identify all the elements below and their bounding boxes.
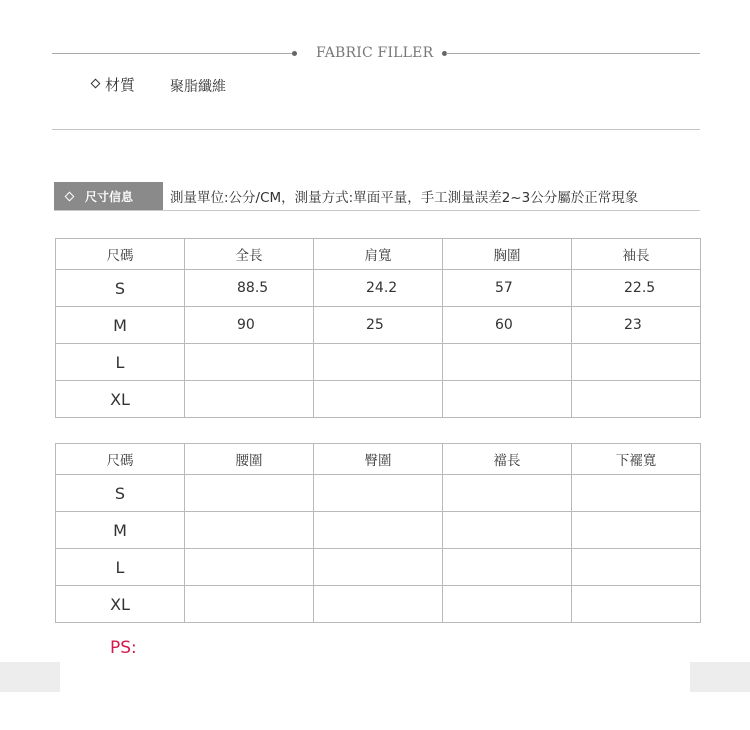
table-header-row — [56, 239, 701, 270]
table-header-row — [56, 444, 701, 475]
value-cell: 24.2 — [314, 270, 443, 307]
value-cell — [314, 381, 443, 418]
value-cell — [572, 344, 701, 381]
size-cell: M — [56, 512, 185, 549]
table-row — [56, 475, 701, 512]
header-dot-left — [292, 51, 297, 56]
table-header-cell: 尺碼 — [56, 444, 185, 475]
table-header-cell: 肩寬 — [314, 239, 443, 270]
table-row — [56, 344, 701, 381]
value-cell — [314, 475, 443, 512]
table-row — [56, 586, 701, 623]
table-row — [56, 381, 701, 418]
size-table-upper — [55, 238, 701, 418]
size-info-label: 尺寸信息 — [85, 189, 134, 204]
value-cell — [572, 475, 701, 512]
value-cell — [185, 512, 314, 549]
table-header-cell: 尺碼 — [56, 239, 185, 270]
value-cell — [185, 549, 314, 586]
value-cell — [443, 512, 572, 549]
size-table-lower — [55, 443, 701, 623]
value-cell — [314, 512, 443, 549]
diamond-bullet-icon — [91, 79, 101, 89]
value-cell — [314, 586, 443, 623]
size-info-underline — [54, 210, 700, 211]
value-cell — [443, 381, 572, 418]
value-cell: 90 — [185, 307, 314, 344]
measurement-note: 測量單位:公分/CM，測量方式:單面平量，手工測量誤差2~3公分屬於正常現象 — [170, 190, 639, 206]
material-label: 材質 — [105, 76, 136, 94]
value-cell — [572, 549, 701, 586]
table-header-cell: 臀圍 — [314, 444, 443, 475]
material-value: 聚脂纖維 — [170, 79, 226, 95]
value-cell — [443, 549, 572, 586]
value-cell — [572, 512, 701, 549]
ps-label: PS: — [110, 638, 137, 658]
table-header-cell: 下襬寬 — [572, 444, 701, 475]
size-cell: L — [56, 344, 185, 381]
value-cell — [443, 344, 572, 381]
material-label-row — [92, 74, 135, 95]
table-row — [56, 512, 701, 549]
value-cell — [572, 586, 701, 623]
value-cell — [314, 344, 443, 381]
value-cell: 25 — [314, 307, 443, 344]
value-cell — [443, 586, 572, 623]
value-cell — [443, 475, 572, 512]
table-row — [56, 307, 701, 344]
table-header-cell: 腰圍 — [185, 444, 314, 475]
size-cell: M — [56, 307, 185, 344]
size-cell: XL — [56, 381, 185, 418]
fabric-section-title: FABRIC FILLER — [316, 45, 434, 61]
table-header-cell: 襠長 — [443, 444, 572, 475]
table-row — [56, 549, 701, 586]
value-cell — [185, 381, 314, 418]
value-cell: 60 — [443, 307, 572, 344]
value-cell — [185, 586, 314, 623]
value-cell: 88.5 — [185, 270, 314, 307]
value-cell: 57 — [443, 270, 572, 307]
size-cell: S — [56, 270, 185, 307]
table-header-cell: 全長 — [185, 239, 314, 270]
value-cell — [572, 381, 701, 418]
table-row — [56, 270, 701, 307]
footer-card — [60, 662, 690, 692]
section-divider — [52, 129, 700, 130]
value-cell: 22.5 — [572, 270, 701, 307]
size-cell: XL — [56, 586, 185, 623]
size-cell: S — [56, 475, 185, 512]
diamond-outline-icon — [65, 191, 75, 201]
value-cell — [185, 344, 314, 381]
header-rule-right — [446, 53, 700, 54]
table-header-cell: 胸圍 — [443, 239, 572, 270]
size-info-tag — [54, 182, 163, 210]
value-cell — [314, 549, 443, 586]
header-rule-left — [52, 53, 294, 54]
value-cell: 23 — [572, 307, 701, 344]
size-cell: L — [56, 549, 185, 586]
value-cell — [185, 475, 314, 512]
table-header-cell: 袖長 — [572, 239, 701, 270]
